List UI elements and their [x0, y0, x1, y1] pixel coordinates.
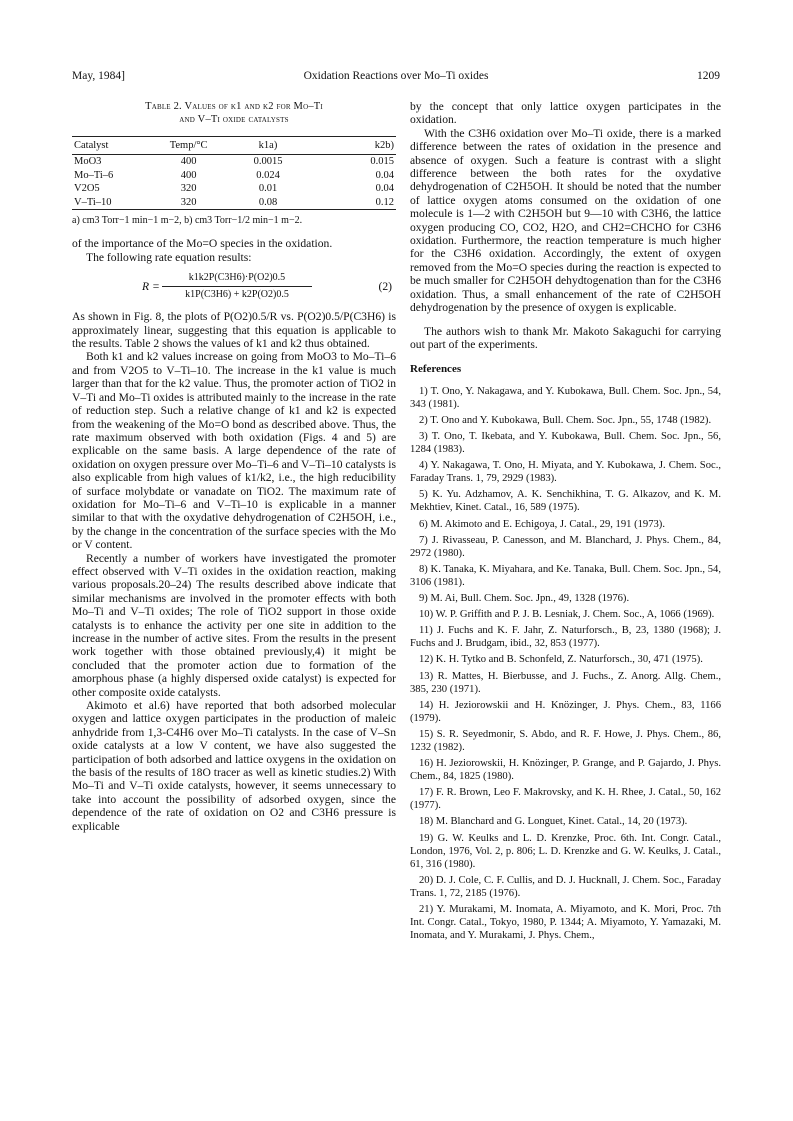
table-caption: [72, 100, 396, 126]
table-row: [72, 182, 396, 195]
paragraph: The following rate equation results:: [86, 250, 252, 264]
paragraph: Both k1 and k2 values increase on going from MoO3 to Mo–Ti–6 and from V2O5 to V–Ti–10. The increase in the k1 value is much larger than that for the k2 value. Thus, the promoter action of TiO2 in V–Ti and Mo–Ti oxides is attributed mainly to the increase in the rate of reduction step. Such a relative change of k1 and k2 is expected from the weakening of the Mo=O bond as described above. Thus, the rate maximum observed with both oxidation (Figs. 4 and 5) are explicable on the same basis. A large dependence of the rate of oxidation on oxygen pressure over Mo–Ti–6 and V–Ti–10 catalysts is also explicable from high values of k1/k2, i.e., the high reducibility of surface molybdate or vanadate on TiO2. The maximum rate of oxidation for Mo–Ti–6 and V–Ti–10 is explicable in a manner similar to that with the oxydative dehydrogenation of C2H5OH, i.e., by the change in the concentration of the surface species with the Mo or V content.: [72, 350, 396, 552]
cell-temperature: 400: [180, 156, 197, 168]
cell-catalyst: Mo–Ti–6: [74, 169, 114, 181]
cell-k1: 0.0015: [253, 156, 283, 168]
table-row: [72, 196, 396, 210]
cell-catalyst: V–Ti–10: [74, 196, 112, 208]
reference-item: 21) Y. Murakami, M. Inomata, A. Miyamoto, and K. Mori, Proc. 7th Int. Congr. Catal., Tokyo, 1980, P. 1344; A. Miyamoto, Y. Yamazaki, M. Inomata, and Y. Murakami, J. Phys. Chem.,: [410, 904, 721, 942]
equation-number: (2): [378, 280, 392, 294]
table-row: [72, 169, 396, 182]
paragraph: As shown in Fig. 8, the plots of P(O2)0.5/R vs. P(O2)0.5/P(C3H6) is approximately linear, suggesting that this equation is applicable to the results. Table 2 shows the values of k1 and k2 thus obtained.: [72, 310, 396, 351]
table-caption-line-2: and V–Ti oxide catalysts: [179, 114, 289, 125]
cell-temperature: 400: [180, 169, 197, 181]
reference-item: 20) D. J. Cole, C. F. Cullis, and D. J. Hucknall, J. Chem. Soc., Faraday Trans. 1, 72, 2185 (1976).: [410, 874, 721, 899]
reference-item: 7) J. Rivasseau, P. Canesson, and M. Blanchard, J. Phys. Chem., 84, 2972 (1980).: [410, 534, 721, 559]
reference-item: 18) M. Blanchard and G. Longuet, Kinet. Catal., 14, 20 (1973).: [419, 816, 688, 828]
equation-fraction: [162, 271, 312, 302]
reference-item: 16) H. Jeziorowskii, H. Knözinger, P. Grange, and P. Gajardo, J. Phys. Chem., 84, 1825 (1980).: [410, 758, 721, 783]
reference-item: 4) Y. Nakagawa, T. Ono, H. Miyata, and Y. Kubokawa, J. Chem. Soc., Faraday Trans. 1, 79, 2929 (1983).: [410, 460, 721, 485]
reference-item: 9) M. Ai, Bull. Chem. Soc. Jpn., 49, 1328 (1976).: [419, 593, 630, 605]
cell-k1: 0.01: [258, 183, 278, 195]
reference-item: 3) T. Ono, T. Ikebata, and Y. Kubokawa, Bull. Chem. Soc. Jpn., 56, 1284 (1983).: [410, 431, 721, 456]
rate-constants-table: [72, 136, 396, 210]
cell-k2: 0.12: [375, 196, 394, 208]
reference-item: 14) H. Jeziorowskii and H. Knözinger, J. Phys. Chem., 83, 1166 (1979).: [410, 699, 721, 724]
table-header-row: [72, 137, 396, 155]
table-caption-line-1: Table 2. Values of k1 and k2 for Mo–Ti: [145, 101, 323, 112]
reference-item: 2) T. Ono and Y. Kubokawa, Bull. Chem. Soc. Jpn., 55, 1748 (1982).: [419, 414, 712, 426]
equation-numerator: k1k2P(C3H6)·P(O2)0.5: [188, 272, 286, 284]
page-number: 1209: [697, 70, 720, 82]
reference-item: 11) J. Fuchs and K. F. Jahr, Z. Naturforsch., B, 23, 1380 (1968); J. Fuchs and J. Brudgam, ibid., 32, 853 (1977).: [410, 625, 721, 650]
reference-item: 1) T. Ono, Y. Nakagawa, and Y. Kubokawa, Bull. Chem. Soc. Jpn., 54, 343 (1981).: [410, 385, 721, 410]
spacer: [410, 315, 721, 325]
fraction-bar: [162, 286, 312, 287]
equation-lhs: R =: [142, 280, 160, 294]
reference-list: [410, 385, 721, 943]
paragraph: Akimoto et al.6) have reported that both adsorbed molecular oxygen and lattice oxygen participates in the production of maleic anhydride from 1,3-C4H6 over Mo–Ti catalysts. In the case of V–Sn oxide catalysts at a low V content, we have also suggested the participation of both adsorbed and lattice oxygens in the oxidation on the basis of the results of 18O tracer as well as kinetic studies.2) With Mo–Ti and V–Ti oxide catalysts, however, it seems unnecessary to take into account the possibility of adsorbed oxygen, since the dependence of the rate of oxidation on O2 and C3H6 pressure is explicable: [72, 699, 396, 833]
reference-item: 17) F. R. Brown, Leo F. Makrovsky, and K. H. Rhee, J. Catal., 50, 162 (1977).: [410, 787, 721, 812]
running-head: [72, 70, 720, 86]
reference-item: 5) K. Yu. Adzhamov, A. K. Senchikhina, T. G. Alkazov, and K. M. Mekhtiev, Kinet. Catal., 16, 589 (1975).: [410, 489, 721, 514]
paragraph: by the concept that only lattice oxygen participates in the oxidation.: [410, 100, 721, 127]
running-title: Oxidation Reactions over Mo–Ti oxides: [303, 70, 489, 82]
cell-k1: 0.08: [258, 196, 278, 208]
equation-denominator: k1P(C3H6) + k2P(O2)0.5: [185, 289, 289, 301]
acknowledgment: The authors wish to thank Mr. Makoto Sakaguchi for carrying out part of the experiments.: [410, 324, 721, 351]
reference-item: 13) R. Mattes, H. Bierbusse, and J. Fuchs., Z. Anorg. Allg. Chem., 385, 230 (1971).: [410, 670, 721, 695]
table-footnote: a) cm3 Torr−1 min−1 m−2, b) cm3 Torr−1/2 min−1 m−2.: [72, 215, 303, 227]
right-column: [410, 100, 721, 945]
cell-temperature: 320: [180, 183, 197, 195]
cell-k2: 0.04: [375, 169, 394, 181]
reference-item: 10) W. P. Griffith and P. J. B. Lesniak, J. Chem. Soc., A, 1066 (1969).: [419, 609, 715, 621]
reference-item: 15) S. R. Seyedmonir, S. Abdo, and R. F. Howe, J. Phys. Chem., 86, 1232 (1982).: [410, 728, 721, 753]
column-header-k1: k1a): [258, 140, 278, 151]
rate-equation: [72, 270, 396, 304]
reference-item: 6) M. Akimoto and E. Echigoya, J. Catal., 29, 191 (1973).: [419, 518, 665, 530]
table-row: [72, 155, 396, 169]
reference-item: 19) G. W. Keulks and L. D. Krenzke, Proc. 6th. Int. Congr. Catal., London, 1976, Vol. 2, p. 806; L. D. Krenzke and G. W. Keulks, J. Catal., 61, 316 (1980).: [410, 832, 721, 870]
left-column: [72, 100, 396, 833]
issue-date: May, 1984]: [72, 70, 125, 82]
reference-item: 8) K. Tanaka, K. Miyahara, and Ke. Tanaka, Bull. Chem. Soc. Jpn., 54, 3106 (1981).: [410, 563, 721, 588]
references-heading: References: [410, 363, 462, 376]
column-header-k2: k2b): [374, 140, 394, 151]
column-header-temperature: Temp/°C: [169, 140, 208, 151]
paragraph: With the C3H6 oxidation over Mo–Ti oxide, there is a marked difference between the rates of oxidation in the presence and absence of oxygen. Such a feature is contrast with a slight difference between the both rates for the oxydative dehydrogenation of C2H5OH. It should be noted that the number of lattice oxygen atoms consumed on the oxidation of one molecule is 1—2 with C2H5OH but 9—10 with C3H6, the lattice oxygen producing CO, CO2, H2O, and CH2=CHCHO for C3H6 oxidation. Furthermore, the reaction temperature is much higher for the C3H6 oxidation. Accordingly, the extent of oxygen removed from the Mo=O species during the reaction is expected to be much smaller for C2H5OH dehydtogenation than for the C3H6 oxidation. Thus, a small enhancement of the rate of C2H5OH dehydrogenation by the presence of oxygen is explicable.: [410, 126, 721, 315]
cell-catalyst: V2O5: [74, 183, 100, 195]
reference-item: 12) K. H. Tytko and B. Schonfeld, Z. Naturforsch., 30, 471 (1975).: [419, 654, 703, 666]
cell-temperature: 320: [180, 196, 197, 208]
cell-catalyst: MoO3: [74, 156, 102, 168]
cell-k1: 0.024: [256, 169, 280, 181]
cell-k2: 0.015: [370, 156, 394, 168]
cell-k2: 0.04: [375, 183, 394, 195]
paragraph: Recently a number of workers have investigated the promoter effect observed with V–Ti oxides in the oxidation reaction, making various proposals.20–24) The results described above indicate that similar mechanisms are involved in the promoter effects with both Mo–Ti and V–Ti oxides; The role of TiO2 support in those oxide catalysts is to enhance the activity per one site in addition to the increase in the number of active sites. From the results in the present work together with those obtained previously,4) it might be concluded that the promoter action due to formation of the amorphous phase (a highly dispersed oxide catalyst) is expected for other composite oxide catalysts.: [72, 551, 396, 699]
paragraph: of the importance of the Mo=O species in the oxidation.: [72, 237, 333, 251]
column-header-catalyst: Catalyst: [74, 140, 109, 151]
